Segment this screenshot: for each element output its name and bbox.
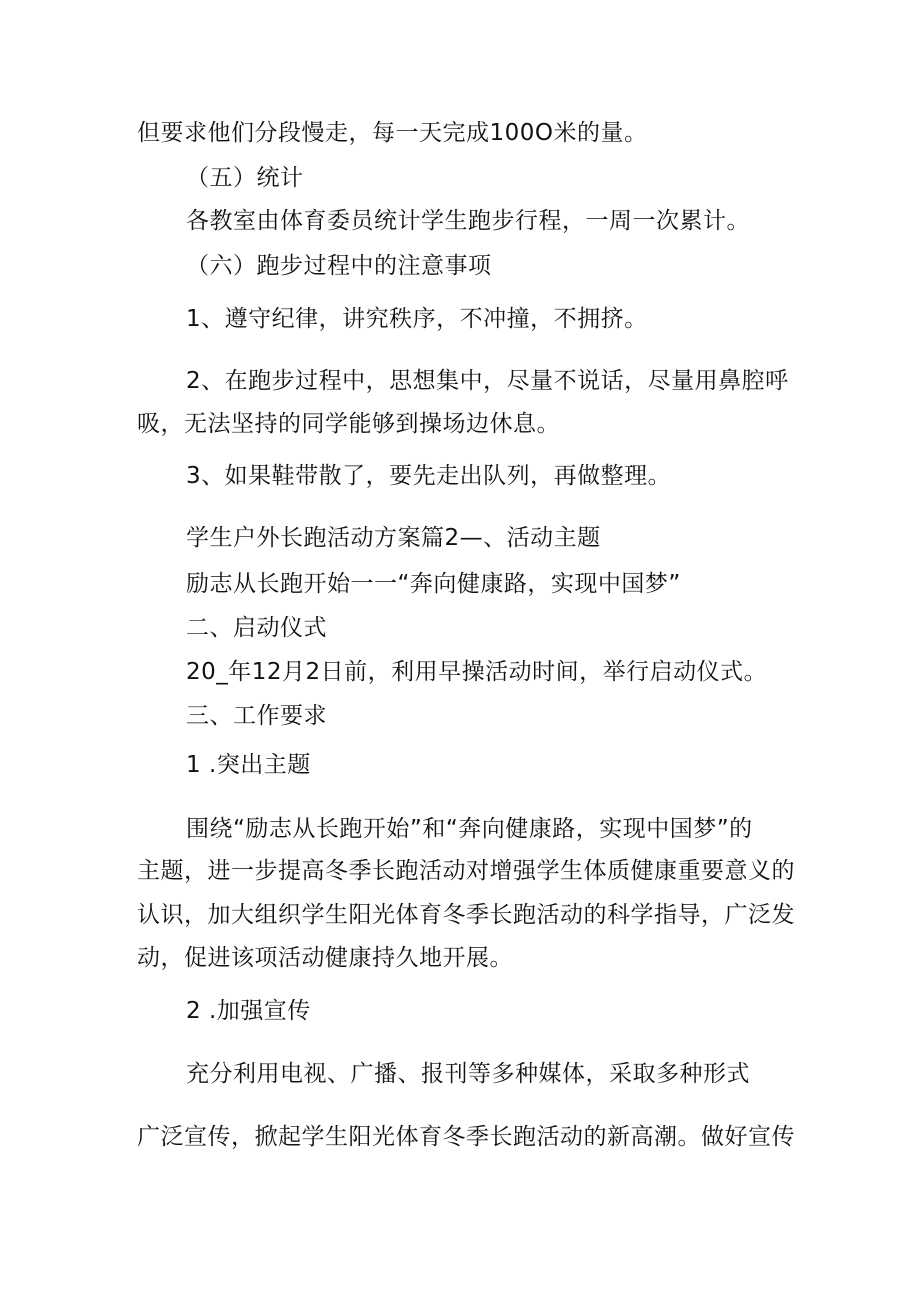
plan-heading: 学生户外长跑活动方案篇2—、活动主题 — [186, 525, 601, 551]
paragraph-line-1: 围绕“励志从长跑开始”和“奔向健康路，实现中国梦”的 — [186, 816, 753, 842]
paragraph-line-5: 充分利用电视、广播、报刊等多种媒体，采取多种形式 — [186, 1061, 750, 1087]
text-line-1: 但要求他们分段慢走，每一天完成100O米的量。 — [137, 120, 648, 146]
ceremony-line: 20_年12月2日前，利用早操活动时间，举行启动仪式。 — [186, 659, 768, 685]
paragraph-line-3: 认识，加大组织学生阳光体育冬季长跑活动的科学指导，广泛发 — [137, 902, 795, 928]
list-item-3: 3、如果鞋带散了，要先走出队列，再做整理。 — [186, 463, 672, 489]
sub-heading-2: 2 .加强宣传 — [186, 998, 311, 1024]
sub-heading-1: 1 .突出主题 — [186, 752, 311, 778]
theme-line: 励志从长跑开始一一“奔向健康路，实现中国梦” — [186, 571, 681, 597]
paragraph-line-6: 广泛宣传，掀起学生阳光体育冬季长跑活动的新高潮。做好宣传 — [137, 1124, 795, 1150]
section-heading-6: （六）跑步过程中的注意事项 — [186, 253, 492, 279]
section-heading-3: 三、工作要求 — [186, 703, 327, 729]
section-heading-5: （五）统计 — [186, 165, 304, 191]
list-item-1: 1、遵守纪律，讲究秩序，不冲撞，不拥挤。 — [186, 306, 648, 332]
text-line-3: 各教室由体育委员统计学生跑步行程，一周一次累计。 — [186, 208, 750, 234]
list-item-2: 2、在跑步过程中，思想集中，尽量不说话，尽量用鼻腔呼 — [186, 368, 789, 394]
paragraph-line-4: 动，促进该项活动健康持久地开展。 — [137, 945, 513, 971]
section-heading-2: 二、启动仪式 — [186, 615, 327, 641]
list-item-2-cont: 吸，无法坚持的同学能够到操场边休息。 — [137, 411, 560, 437]
paragraph-line-2: 主题，进一步提高冬季长跑活动对增强学生体质健康重要意义的 — [137, 858, 795, 884]
